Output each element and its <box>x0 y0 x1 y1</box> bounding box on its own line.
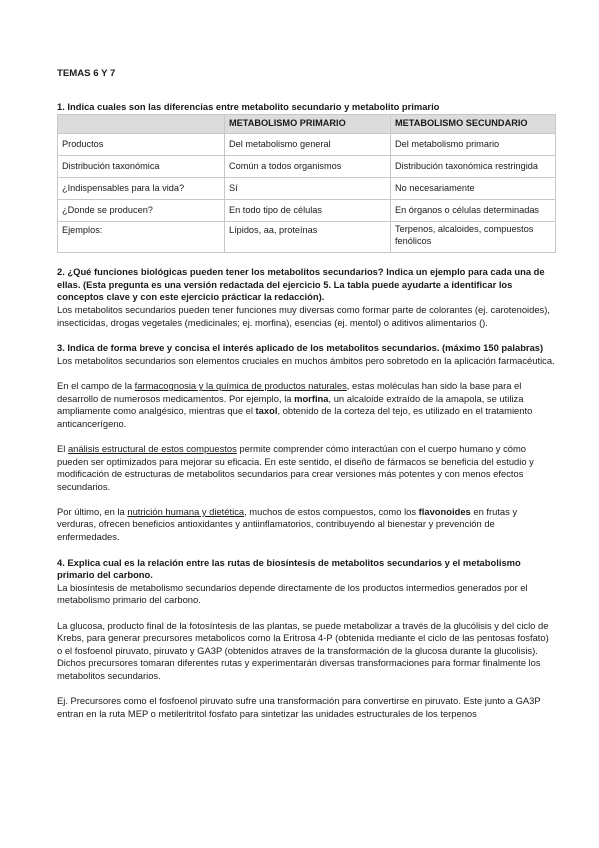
text-run: , un alcaloide extraído de la amapola, se utiliza ampliamente como analgésico, mientras que el <box>57 392 524 417</box>
question-1 <box>57 101 555 254</box>
table-header-secondary: METABOLISMO SECUNDARIO <box>391 115 556 134</box>
table-cell: Ejemplos: <box>58 222 225 253</box>
question-4-paragraph-2: La glucosa, producto final de la fotosíntesis de las plantas, se puede metabolizar a través de la glucólisis y del ciclo de Krebs, para generar precursores metabolicos como la Eritrosa 4-P (obtenida mediante el ciclo de las pentosas fosfato) o el fosfoenol piruvato, piruvato y GA3P (obtenidos atraves de la transformación de la glucosa durante la glucolisis). Dichos precursores tomaran diferentes rutas y experimentarán diversas transformaciones para formar finalmente los metabolitos secundarios. <box>57 619 549 681</box>
question-4-paragraph-3: Ej. Precursores como el fosfoenol piruvato sufre una transformación para convertirse en piruvato. Este junto a GA3P entran en la ruta MEP o metileritritol fosfato para sintetizar las unidades estructurales de los terpenos <box>57 695 541 719</box>
table-cell <box>391 156 556 178</box>
question-3-paragraph-3 <box>57 506 555 544</box>
table-cell: Distribución taxonómica <box>58 156 225 178</box>
table-cell: Lípidos, aa, proteínas <box>225 222 391 253</box>
text-run: permite comprender cómo interactúan con el cuerpo humano y cómo pueden ser optimizados para mejorar su eficacia. En este sentido, el diseño de fármacos se beneficia del estudio y modificación de estructuras de metabolitos secundarios para crear versiones más potentes y con menos efectos secundarios. <box>57 442 534 492</box>
table-header-primary: METABOLISMO PRIMARIO <box>225 115 391 134</box>
question-2-answer: Los metabolitos secundarios pueden tener funciones muy diversas como formar parte de colorantes (ej. carotenoides), insecticidas, drogas vegetales (medicinales; ej. morfina), esencias (ej. mentol) o aditivos alimentarios (). <box>57 303 550 328</box>
text-run: , muchos de estos compuestos, como los <box>244 505 419 517</box>
table-cell-text: En órganos o células determinadas <box>395 204 540 215</box>
comparison-table <box>57 114 556 253</box>
text-run: El <box>57 442 68 454</box>
underlined-term: nutrición humana y dietética <box>127 505 245 517</box>
question-2 <box>57 266 555 329</box>
question-2-heading: 2. ¿Qué funciones biológicas pueden tener los metabolitos secundarios? Indica un ejemplo para cada una de ellas. (Esta pregunta es una versión redactada del ejercicio 5. La tabla puede ayudarte a identificar los conceptos clave y con este ejercicio prácticar la redacción). <box>57 266 545 303</box>
table-cell: Común a todos organismos <box>225 156 391 178</box>
question-3-heading: 3. Indica de forma breve y concisa el interés aplicado de los metabolitos secundarios. (máximo 150 palabras) <box>57 342 544 354</box>
question-1-heading: 1. Indica cuales son las diferencias entre metabolito secundario y metabolito primario <box>57 100 440 112</box>
table-header-row <box>58 115 556 134</box>
table-cell: Del metabolismo primario <box>391 134 556 156</box>
underlined-term: análisis estructural de estos compuestos <box>67 442 237 454</box>
table-cell <box>391 200 556 222</box>
bold-term: taxol <box>255 405 278 417</box>
document-title: TEMAS 6 Y 7 <box>57 68 116 79</box>
table-header-empty <box>58 115 225 134</box>
table-cell: Productos <box>58 134 225 156</box>
underlined-term: farmacognosia y la química de productos naturales <box>134 379 347 391</box>
table-cell: ¿Indispensables para la vida? <box>58 178 225 200</box>
text-run: , estas moléculas han sido la base para el desarrollo de numerosos medicamentos. Por ejemplo, la <box>57 379 522 404</box>
question-3-intro: Los metabolitos secundarios son elementos cruciales en muchos ámbitos pero sobretodo en la aplicación farmacéutica. <box>57 354 555 366</box>
table-row <box>58 222 556 253</box>
table-row <box>58 178 556 200</box>
text-run: , obtenido de la corteza del tejo, es utilizado en el tratamiento anticancerígeno. <box>57 405 533 429</box>
question-4 <box>57 557 555 721</box>
table-cell: En todo tipo de células <box>225 200 391 222</box>
text-run: Por último, en la <box>57 505 128 517</box>
question-3-paragraph-2 <box>57 443 555 493</box>
document-page <box>57 68 555 720</box>
table-row <box>58 134 556 156</box>
table-cell: Sí <box>225 178 391 200</box>
table-cell: Del metabolismo general <box>225 134 391 156</box>
table-cell: Terpenos, alcaloides, compuestos fenólicos <box>391 222 556 253</box>
table-cell: ¿Donde se producen? <box>58 200 225 222</box>
table-cell-text: Distribución taxonómica restringida <box>395 160 538 171</box>
question-3-paragraph-1 <box>57 380 555 430</box>
table-cell: No necesariamente <box>391 178 556 200</box>
bold-term: flavonoides <box>418 505 471 517</box>
question-4-heading: 4. Explica cual es la relación entre las rutas de biosíntesis de metabolitos secundarios y el metabolismo primario del carbono. <box>57 556 521 581</box>
question-4-paragraph-1: La biosíntesis de metabolismo secundarios depende directamente de los productos intermedios generados por el metabolismo primario del carbono. <box>57 581 528 606</box>
table-row <box>58 156 556 178</box>
table-row <box>58 200 556 222</box>
question-3 <box>57 342 555 544</box>
text-run: en frutas y verduras, ofrecen beneficios antioxidantes y antiinflamatorios, contribuyendo al bienestar y prevención de enfermedades. <box>57 505 518 543</box>
text-run: En el campo de la <box>57 379 135 391</box>
bold-term: morfina <box>294 392 329 404</box>
